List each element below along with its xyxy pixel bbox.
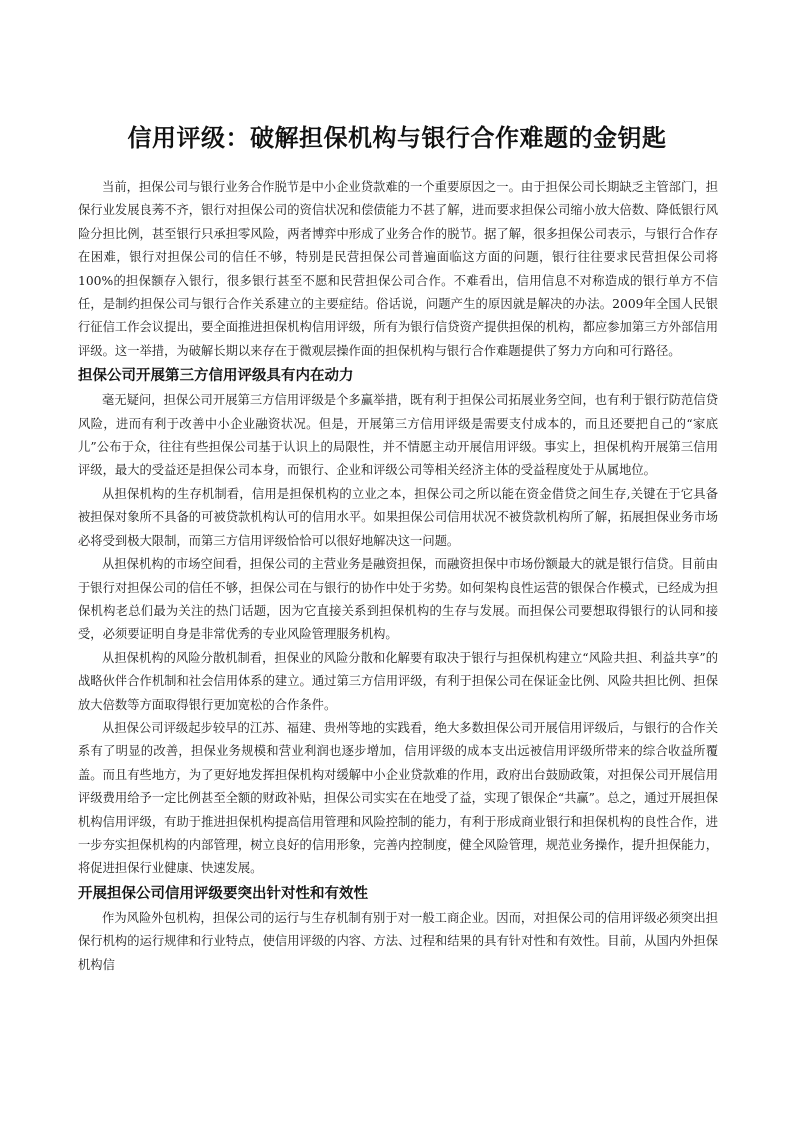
body-paragraph: 毫无疑问，担保公司开展第三方信用评级是个多赢举措，既有利于担保公司拓展业务空间，也有利于银行防范信贷风险，进而有利于改善中小企业融资状况。但是，开展第三方信用评级是需要支付成本的，而且还要把自己的“家底儿”公布于众，往往有些担保公司基于认识上的局限性，并不情愿主动开展信用评级。事实上，担保机构开展第三信用评级，最大的受益还是担保公司本身，而银行、企业和评级公司等相关经济主体的受益程度处于从属地位。 bbox=[78, 393, 718, 478]
section-heading-1: 担保公司开展第三方信用评级具有内在动力 bbox=[78, 368, 354, 385]
body-paragraph: 从担保机构的生存机制看，信用是担保机构的立业之本，担保公司之所以能在资金借贷之间生存,关键在于它具备被担保对象所不具备的可被贷款机构认可的信用水平。如果担保公司信用状况不被贷款机构所了解，拓展担保业务市场必将受到极大限制，而第三方信用评级恰恰可以很好地解决这一问题。 bbox=[78, 486, 718, 548]
document-title: 信用评级：破解担保机构与银行合作难题的金钥匙 bbox=[127, 124, 667, 152]
body-paragraph: 作为风险外包机构，担保公司的运行与生存机制有别于对一般工商企业。因而，对担保公司的信用评级必须突出担保行机构的运行规律和行业特点，使信用评级的内容、方法、过程和结果的具有针对性和有效性。目前，从国内外担保机构信 bbox=[78, 910, 718, 972]
document-body bbox=[78, 176, 718, 977]
body-paragraph: 从担保机构的市场空间看，担保公司的主营业务是融资担保，而融资担保中市场份额最大的就是银行信贷。目前由于银行对担保公司的信任不够，担保公司在与银行的协作中处于劣势。如何架构良性运营的银保合作模式，已经成为担保机构老总们最为关注的热门话题，因为它直接关系到担保机构的生存与发展。而担保公司要想取得银行的认同和接受，必须要证明自身是非常优秀的专业风险管理服务机构。 bbox=[78, 557, 718, 642]
body-paragraph: 从担保公司评级起步较早的江苏、福建、贵州等地的实践看，绝大多数担保公司开展信用评级后，与银行的合作关系有了明显的改善，担保业务规模和营业利润也逐步增加，信用评级的成本支出远被信用评级所带来的综合收益所覆盖。而且有些地方，为了更好地发挥担保机构对缓解中小企业贷款难的作用，政府出台鼓励政策，对担保公司开展信用评级费用给予一定比例甚至全额的财政补贴，担保公司实实在在地受了益，实现了银保企“共赢”。总之，通过开展担保机构信用评级，有助于推进担保机构提高信用管理和风险控制的能力，有利于形成商业银行和担保机构的良性合作，进一步夯实担保机构的内部管理，树立良好的信用形象，完善内控制度，健全风险管理，规范业务操作，提升担保能力，将促进担保行业健康、快速发展。 bbox=[78, 720, 718, 876]
section-heading-2: 开展担保公司信用评级要突出针对性和有效性 bbox=[78, 885, 368, 902]
body-paragraph: 从担保机构的风险分散机制看，担保业的风险分散和化解要有取决于银行与担保机构建立“风险共担、利益共享”的战略伙伴合作机制和社会信用体系的建立。通过第三方信用评级，有利于担保公司在保证金比例、风险共担比例、担保放大倍数等方面取得银行更加宽松的合作条件。 bbox=[78, 650, 718, 712]
intro-paragraph: 当前，担保公司与银行业务合作脱节是中小企业贷款难的一个重要原因之一。由于担保公司长期缺乏主管部门，担保行业发展良莠不齐，银行对担保公司的资信状况和偿债能力不甚了解，进而要求担保公司缩小放大倍数、降低银行风险分担比例，甚至银行只承担零风险，两者博弈中形成了业务合作的脱节。据了解，很多担保公司表示，与银行合作存在困难，银行对担保公司的信任不够，特别是民营担保公司普遍面临这方面的问题，银行往往要求民营担保公司将100%的担保额存入银行，很多银行甚至不愿和民营担保公司合作。不难看出，信用信息不对称造成的银行单方不信任，是制约担保公司与银行合作关系建立的主要症结。俗话说，问题产生的原因就是解决的办法。2009年全国人民银行征信工作会议提出，要全面推进担保机构信用评级，所有为银行信贷资产提供担保的机构，都应参加第三方外部信用评级。这一举措，为破解长期以来存在于微观层操作面的担保机构与银行合作难题提供了努力方向和可行路径。 bbox=[78, 180, 718, 358]
